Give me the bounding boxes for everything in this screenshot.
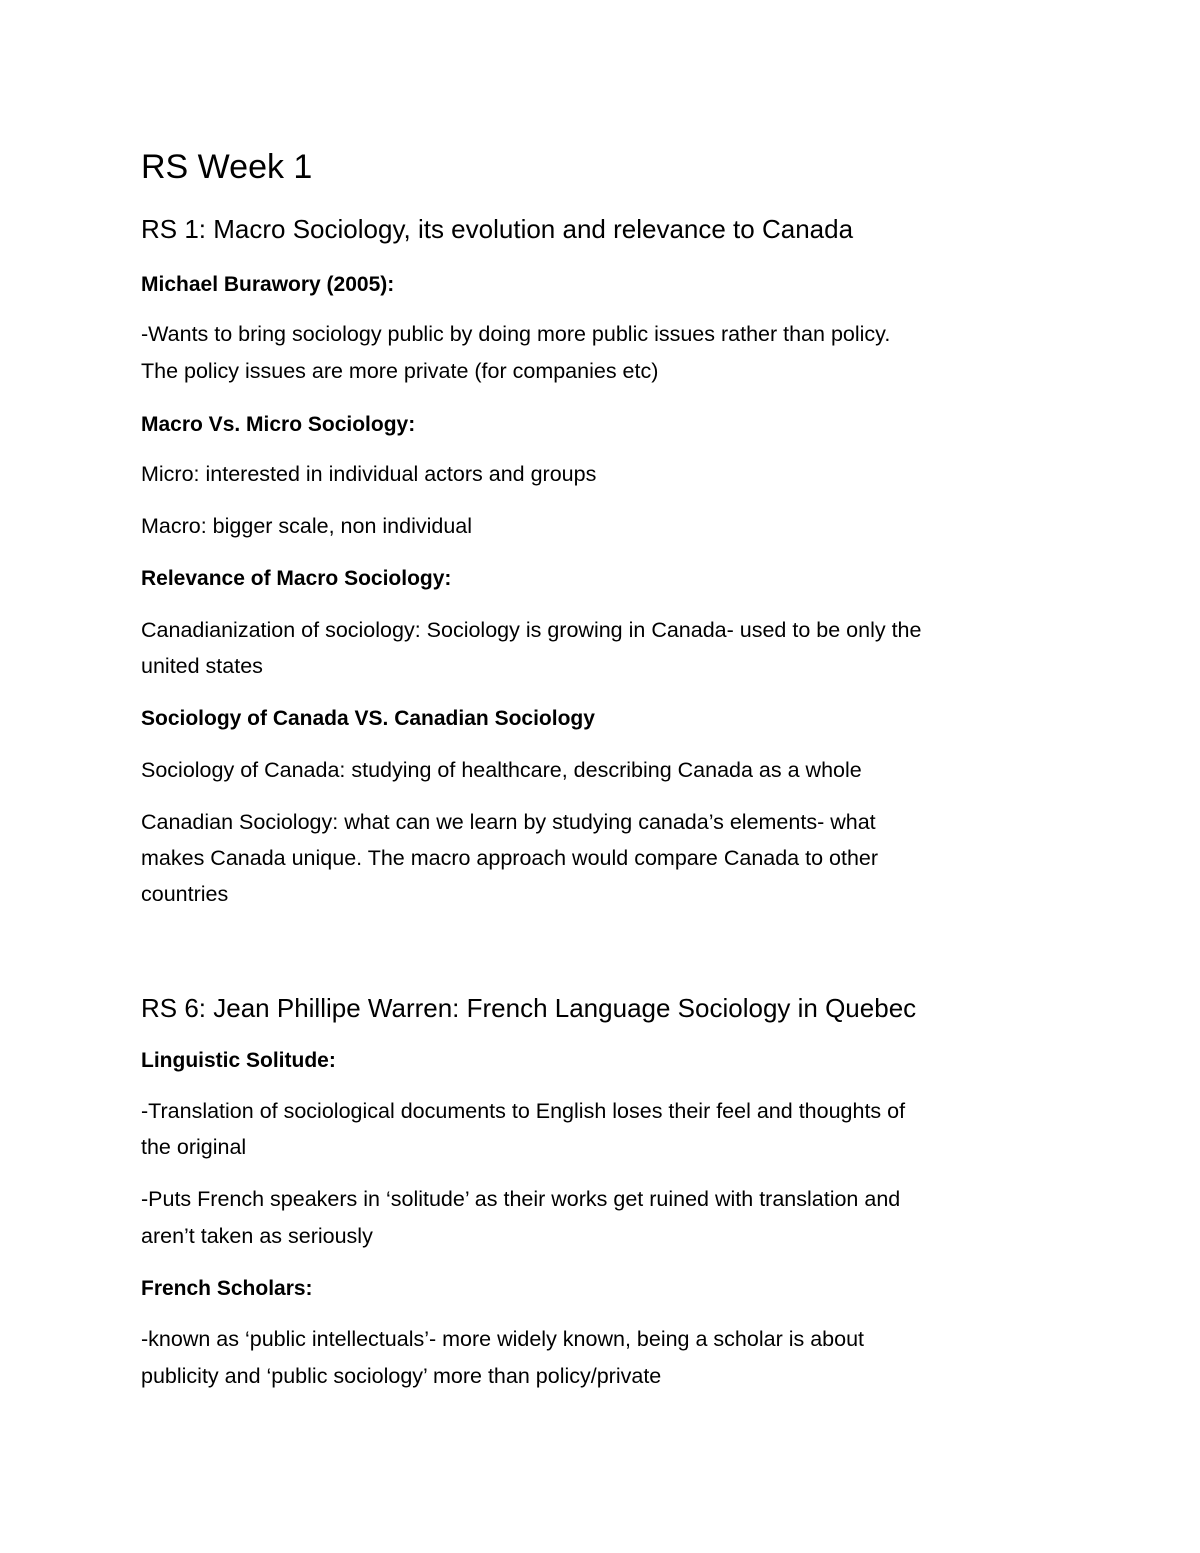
body-line: united states	[141, 654, 263, 678]
body-line: Canadian Sociology: what can we learn by studying canada’s elements- what	[141, 810, 876, 834]
body-line: Canadianization of sociology: Sociology is growing in Canada- used to be only the	[141, 618, 922, 642]
subheading-linguistic-solitude: Linguistic Solitude:	[141, 1049, 336, 1072]
subheading-macro-vs-micro: Macro Vs. Micro Sociology:	[141, 413, 416, 436]
document-title: RS Week 1	[141, 148, 313, 186]
subheading-relevance: Relevance of Macro Sociology:	[141, 567, 452, 590]
body-line: Micro: interested in individual actors and groups	[141, 462, 597, 486]
subheading-burawory: Michael Burawory (2005):	[141, 273, 395, 296]
body-line: -Translation of sociological documents to English loses their feel and thoughts of	[141, 1099, 906, 1123]
subheading-canada-vs-canadian: Sociology of Canada VS. Canadian Sociology	[141, 707, 595, 730]
body-line: Sociology of Canada: studying of healthcare, describing Canada as a whole	[141, 758, 862, 782]
body-line: -Puts French speakers in ‘solitude’ as their works get ruined with translation and	[141, 1187, 901, 1211]
body-line: Macro: bigger scale, non individual	[141, 514, 473, 538]
section-heading-rs6: RS 6: Jean Phillipe Warren: French Language Sociology in Quebec	[141, 993, 917, 1023]
body-line: countries	[141, 882, 229, 906]
body-line: The policy issues are more private (for companies etc)	[141, 359, 659, 383]
section-heading-rs1: RS 1: Macro Sociology, its evolution and relevance to Canada	[141, 214, 854, 244]
body-line: publicity and ‘public sociology’ more than policy/private	[141, 1364, 662, 1388]
body-line: the original	[141, 1135, 247, 1159]
subheading-french-scholars: French Scholars:	[141, 1277, 313, 1300]
body-line: -known as ‘public intellectuals’- more widely known, being a scholar is about	[141, 1327, 865, 1351]
body-line: makes Canada unique. The macro approach would compare Canada to other	[141, 846, 879, 870]
body-line: -Wants to bring sociology public by doing more public issues rather than policy.	[141, 322, 891, 346]
body-line: aren’t taken as seriously	[141, 1224, 373, 1248]
